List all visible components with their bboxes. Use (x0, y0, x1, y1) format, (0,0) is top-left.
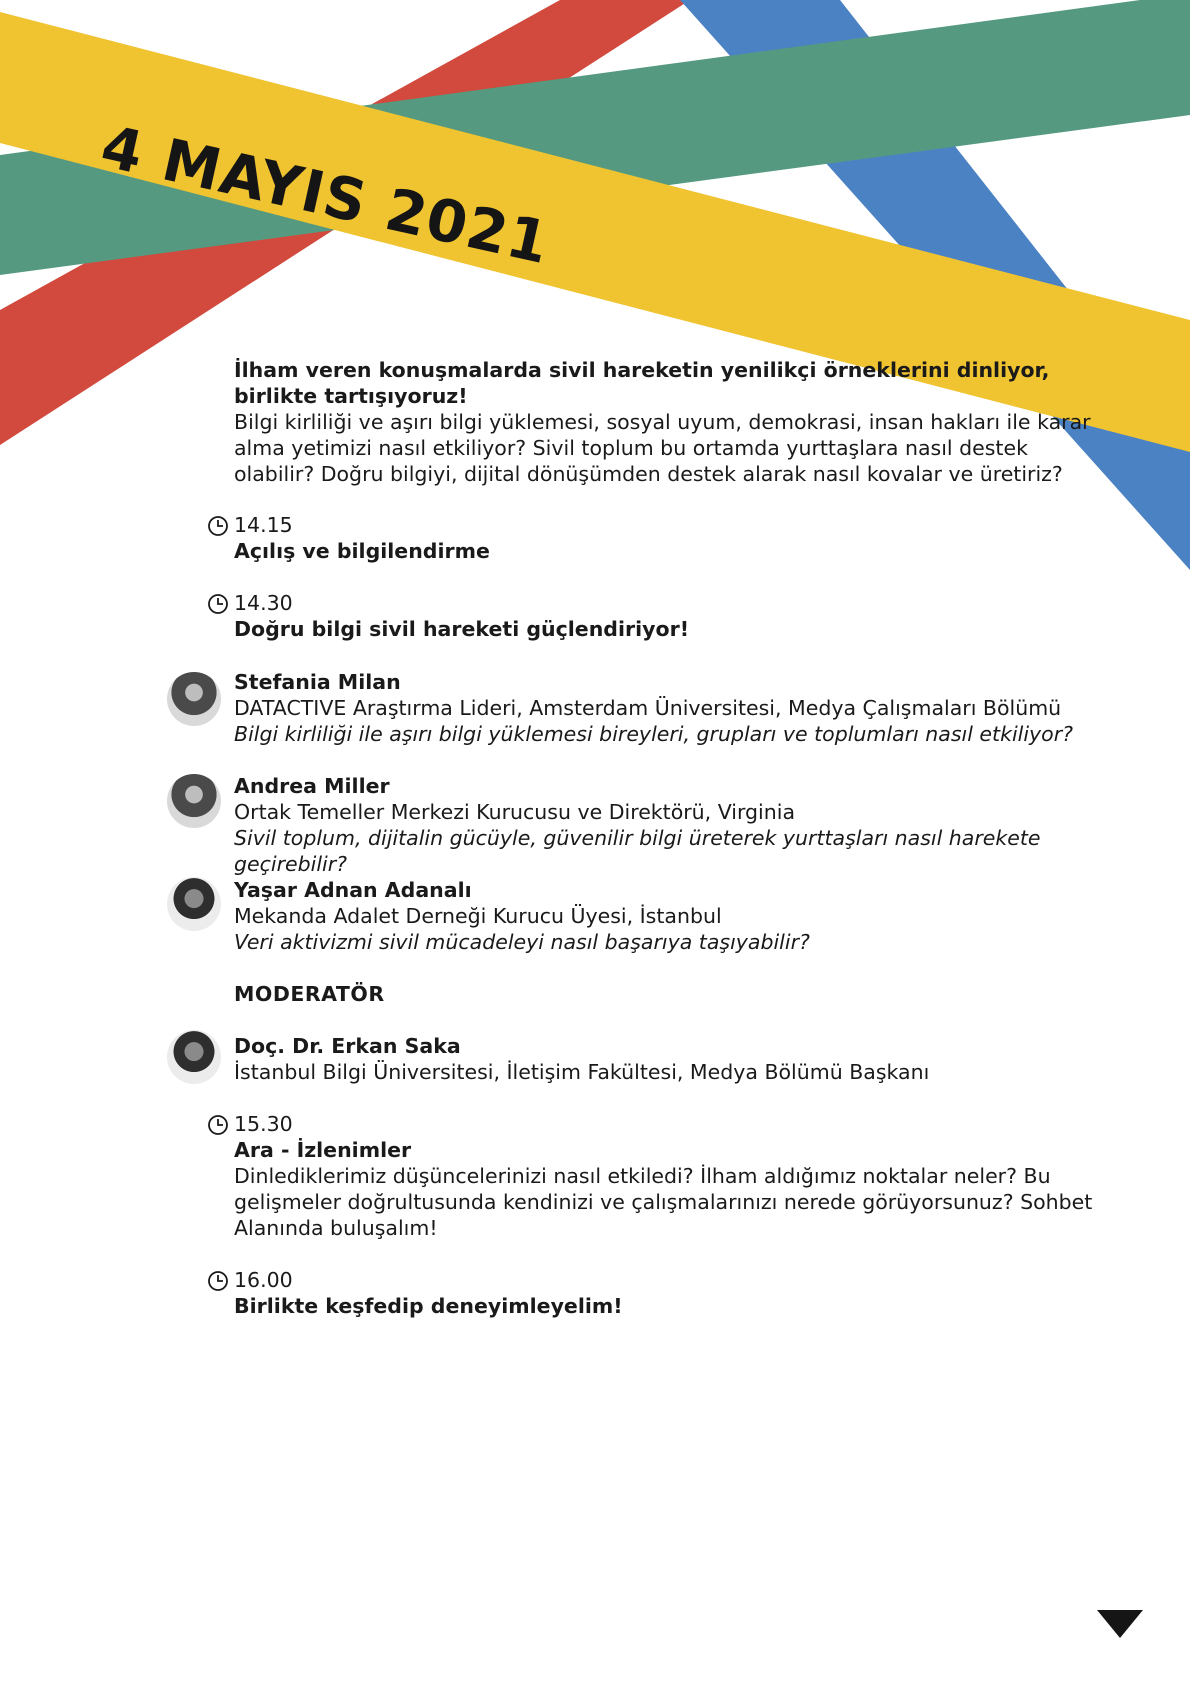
speaker-name: Yaşar Adnan Adanalı (234, 878, 472, 902)
speaker-name: Stefania Milan (234, 670, 401, 694)
clock-icon (207, 1270, 229, 1292)
avatar-andrea-miller (167, 774, 221, 828)
session-time (234, 1267, 1114, 1293)
moderator-label: MODERATÖR (234, 982, 385, 1006)
speaker-stefania-milan (234, 669, 1114, 747)
clock-icon (207, 593, 229, 615)
speaker-role: Mekanda Adalet Derneği Kurucu Üyesi, İstanbul (234, 904, 722, 928)
moderator-heading (234, 981, 1114, 1007)
intro-lead: İlham veren konuşmalarda sivil hareketin yenilikçi örneklerini dinliyor, birlikte tartışıyoruz! (234, 358, 1050, 408)
moderator-erkan-saka (234, 1033, 1114, 1085)
clock-icon (207, 1114, 229, 1136)
session-title: Ara - İzlenimler (234, 1138, 412, 1162)
speaker-topic: Sivil toplum, dijitalin gücüyle, güvenilir bilgi üreterek yurttaşları nasıl harekete geçirebilir? (234, 826, 1041, 876)
session-title: Açılış ve bilgilendirme (234, 539, 490, 563)
event-date: 4 MAYIS 2021 (95, 112, 556, 278)
speaker-topic: Veri aktivizmi sivil mücadeleyi nasıl başarıya taşıyabilir? (234, 930, 810, 954)
session-title: Doğru bilgi sivil hareketi güçlendiriyor! (234, 617, 690, 641)
avatar-erkan-saka (167, 1030, 221, 1084)
moderator-role: İstanbul Bilgi Üniversitesi, İletişim Fakültesi, Medya Bölümü Başkanı (234, 1060, 930, 1084)
session-description: Dinlediklerimiz düşüncelerinizi nasıl etkiledi? İlham aldığımız noktalar neler? Bu gelişmeler doğrultusunda kendinizi ve çalışmalarınızı nerede görüyorsunuz? Sohbet Alanında buluşalım! (234, 1164, 1093, 1240)
moderator-name: Doç. Dr. Erkan Saka (234, 1034, 461, 1058)
triangle-down-icon[interactable] (1097, 1610, 1143, 1638)
clock-icon (207, 515, 229, 537)
time-label: 15.30 (234, 1112, 293, 1136)
avatar-yasar-adnan-adanali (167, 877, 221, 931)
speaker-yasar-adnan-adanali (234, 877, 1114, 955)
speaker-role: Ortak Temeller Merkezi Kurucusu ve Direktörü, Virginia (234, 800, 796, 824)
session-title: Birlikte keşfedip deneyimleyelim! (234, 1294, 623, 1318)
intro-body: Bilgi kirliliği ve aşırı bilgi yüklemesi, sosyal uyum, demokrasi, insan hakları ile karar alma yetimizi nasıl etkiliyor? Sivil toplum bu ortamda yurttaşlara nasıl destek olabilir? Doğru bilgiyi, dijital dönüşümden destek alarak nasıl kovalar ve üretiriz? (234, 410, 1091, 486)
session-break (234, 1111, 1114, 1241)
speaker-name: Andrea Miller (234, 774, 390, 798)
session-talks (234, 590, 1114, 642)
session-opening (234, 512, 1114, 564)
session-time (234, 590, 1114, 616)
speaker-role: DATACTIVE Araştırma Lideri, Amsterdam Üniversitesi, Medya Çalışmaları Bölümü (234, 696, 1062, 720)
time-label: 14.30 (234, 591, 293, 615)
intro-text (234, 357, 1094, 487)
session-time (234, 1111, 1114, 1137)
time-label: 14.15 (234, 513, 293, 537)
avatar-stefania-milan (167, 672, 221, 726)
speaker-andrea-miller (234, 773, 1114, 877)
session-time (234, 512, 1114, 538)
session-explore (234, 1267, 1114, 1319)
time-label: 16.00 (234, 1268, 293, 1292)
speaker-topic: Bilgi kirliliği ile aşırı bilgi yüklemesi bireyleri, grupları ve toplumları nasıl etkiliyor? (234, 722, 1074, 746)
